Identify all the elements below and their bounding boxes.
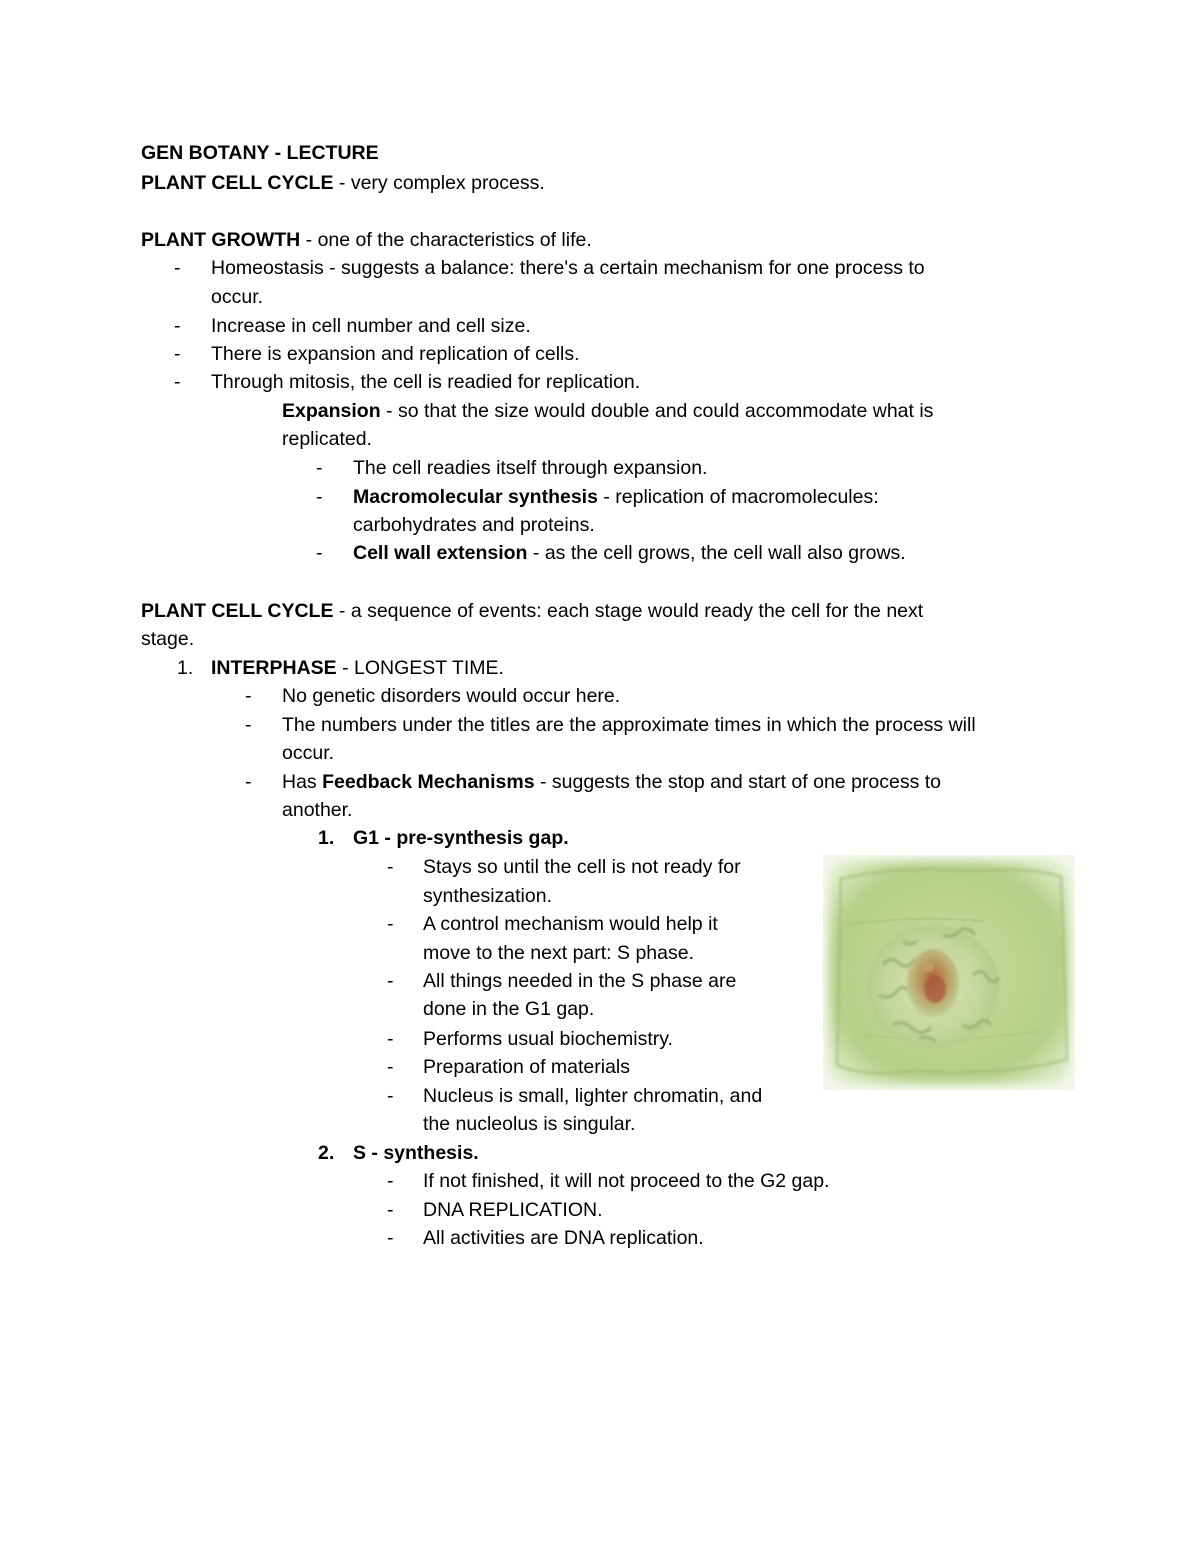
bullet-dash: -: [387, 1227, 394, 1249]
g1-line: Preparation of materials: [423, 1056, 631, 1078]
interphase-bullet-feedback-cont: another.: [282, 799, 353, 821]
g1-line: the nucleolus is singular.: [423, 1113, 636, 1135]
cell-cycle-heading-cont: stage.: [141, 628, 195, 650]
bullet-dash: -: [174, 343, 181, 365]
growth-bullet-homeostasis: Homeostasis - suggests a balance: there's a certain mechanism for one process to: [211, 257, 925, 279]
bullet-dash: -: [316, 457, 323, 479]
cell-cycle-heading: PLANT CELL CYCLE - a sequence of events: each stage would ready the cell for the next: [141, 600, 924, 622]
bullet-dash: -: [245, 714, 252, 736]
list-number: 1.: [177, 657, 194, 679]
bullet-dash: -: [387, 970, 394, 992]
bullet-dash: -: [387, 1085, 394, 1107]
bullet-dash: -: [174, 315, 181, 337]
growth-bullet-expansion: There is expansion and replication of cells.: [211, 343, 580, 365]
bullet-dash: -: [387, 1170, 394, 1192]
g1-line: synthesization.: [423, 885, 552, 907]
bullet-dash: -: [387, 1028, 394, 1050]
bullet-dash: -: [387, 1056, 394, 1078]
interphase-bullet-numbers: The numbers under the titles are the approximate times in which the process will: [282, 714, 976, 736]
g1-line: Nucleus is small, lighter chromatin, and: [423, 1085, 763, 1107]
interphase-bullet-feedback: Has Feedback Mechanisms - suggests the stop and start of one process to: [282, 771, 942, 793]
g1-title: G1 - pre-synthesis gap.: [353, 827, 569, 849]
growth-bullet-increase: Increase in cell number and cell size.: [211, 315, 531, 337]
g1-line: Stays so until the cell is not ready for: [423, 856, 741, 878]
growth-bullet-mitosis: Through mitosis, the cell is readied for replication.: [211, 371, 641, 393]
bullet-dash: -: [387, 856, 394, 878]
interphase-bullet-disorders: No genetic disorders would occur here.: [282, 685, 621, 707]
g1-line: Performs usual biochemistry.: [423, 1028, 673, 1050]
expansion-sub-readies: The cell readies itself through expansion.: [353, 457, 708, 479]
list-number: 2.: [318, 1142, 335, 1164]
g1-line: move to the next part: S phase.: [423, 942, 694, 964]
bullet-dash: -: [174, 257, 181, 279]
g1-line: A control mechanism would help it: [423, 913, 718, 935]
document-title: GEN BOTANY - LECTURE: [141, 142, 379, 164]
intro-line: PLANT CELL CYCLE - very complex process.: [141, 172, 545, 194]
bullet-dash: -: [245, 685, 252, 707]
g1-line: done in the G1 gap.: [423, 998, 595, 1020]
interphase-bullet-numbers-cont: occur.: [282, 742, 335, 764]
plant-growth-heading: PLANT GROWTH - one of the characteristics of life.: [141, 229, 592, 251]
expansion-definition: Expansion - so that the size would double and could accommodate what is: [282, 400, 934, 422]
bullet-dash: -: [387, 1199, 394, 1221]
s-title: S - synthesis.: [353, 1142, 479, 1164]
interphase-title: INTERPHASE - LONGEST TIME.: [211, 657, 504, 679]
expansion-sub-macromolecular-cont: carbohydrates and proteins.: [353, 514, 595, 536]
expansion-sub-macromolecular: Macromolecular synthesis - replication of macromolecules:: [353, 486, 879, 508]
bullet-dash: -: [316, 486, 323, 508]
s-line: If not finished, it will not proceed to the G2 gap.: [423, 1170, 830, 1192]
plant-cell-micrograph: [823, 855, 1075, 1090]
bullet-dash: -: [316, 542, 323, 564]
bullet-dash: -: [245, 771, 252, 793]
bullet-dash: -: [174, 371, 181, 393]
s-line: All activities are DNA replication.: [423, 1227, 704, 1249]
g1-line: All things needed in the S phase are: [423, 970, 737, 992]
bullet-dash: -: [387, 913, 394, 935]
growth-bullet-homeostasis-cont: occur.: [211, 286, 264, 308]
expansion-definition-cont: replicated.: [282, 428, 372, 450]
expansion-sub-cell-wall: Cell wall extension - as the cell grows, the cell wall also grows.: [353, 542, 906, 564]
s-line: DNA REPLICATION.: [423, 1199, 603, 1221]
list-number: 1.: [318, 827, 335, 849]
